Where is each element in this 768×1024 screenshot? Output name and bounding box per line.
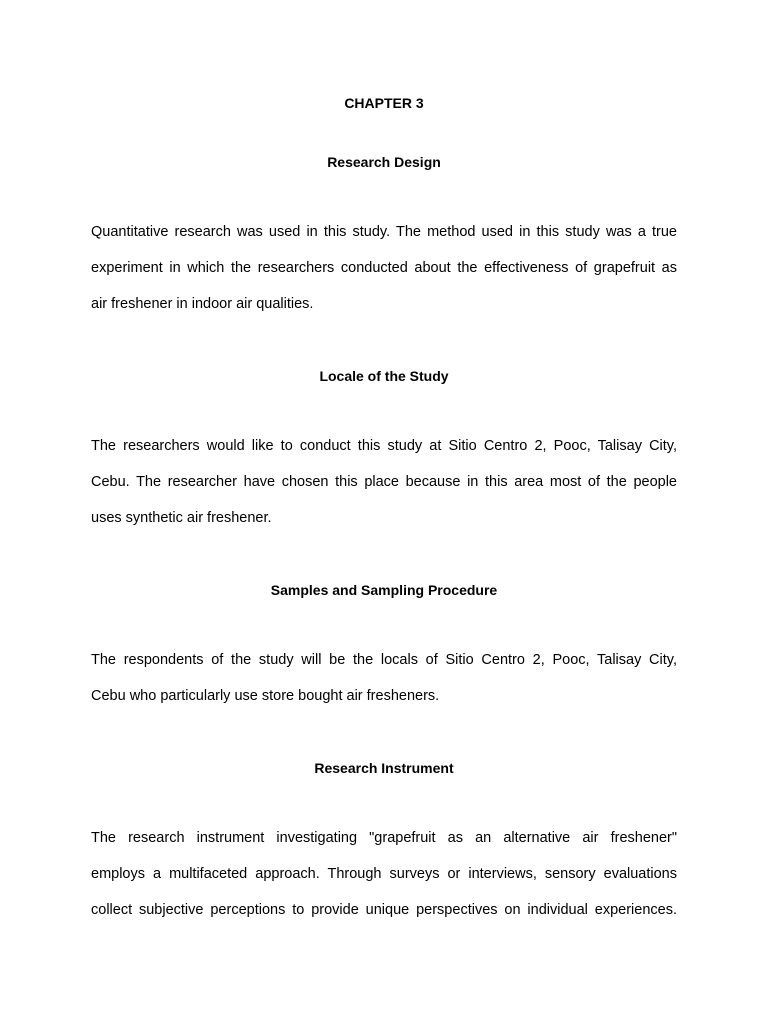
paragraph-samples: [91, 642, 677, 714]
section-heading-research-instrument: Research Instrument: [314, 760, 454, 776]
paragraph-research-instrument: [91, 820, 677, 928]
paragraph-line: uses synthetic air freshener.: [91, 510, 272, 526]
section-heading-samples: Samples and Sampling Procedure: [270, 582, 498, 598]
paragraph-line: Cebu who particularly use store bought air fresheners.: [91, 688, 440, 704]
paragraph-research-design: [91, 214, 677, 322]
paragraph-line: Cebu. The researcher have chosen this place because in this area most of the people: [91, 474, 677, 490]
section-heading-locale: Locale of the Study: [319, 368, 449, 384]
paragraph-line: air freshener in indoor air qualities.: [91, 296, 314, 312]
paragraph-locale: [91, 428, 677, 536]
paragraph-line: The researchers would like to conduct this study at Sitio Centro 2, Pooc, Talisay City,: [91, 438, 677, 454]
paragraph-line: The research instrument investigating "grapefruit as an alternative air freshener": [91, 830, 677, 846]
paragraph-line: Quantitative research was used in this study. The method used in this study was a true: [91, 224, 677, 240]
paragraph-line: employs a multifaceted approach. Through surveys or interviews, sensory evaluations: [91, 866, 677, 882]
section-heading-research-design: Research Design: [327, 154, 441, 170]
paragraph-line: The respondents of the study will be the locals of Sitio Centro 2, Pooc, Talisay City,: [91, 652, 677, 668]
paragraph-line: experiment in which the researchers conducted about the effectiveness of grapefruit as: [91, 260, 677, 276]
paragraph-line: collect subjective perceptions to provide unique perspectives on individual experiences.: [91, 902, 677, 918]
chapter-title: CHAPTER 3: [344, 95, 424, 111]
